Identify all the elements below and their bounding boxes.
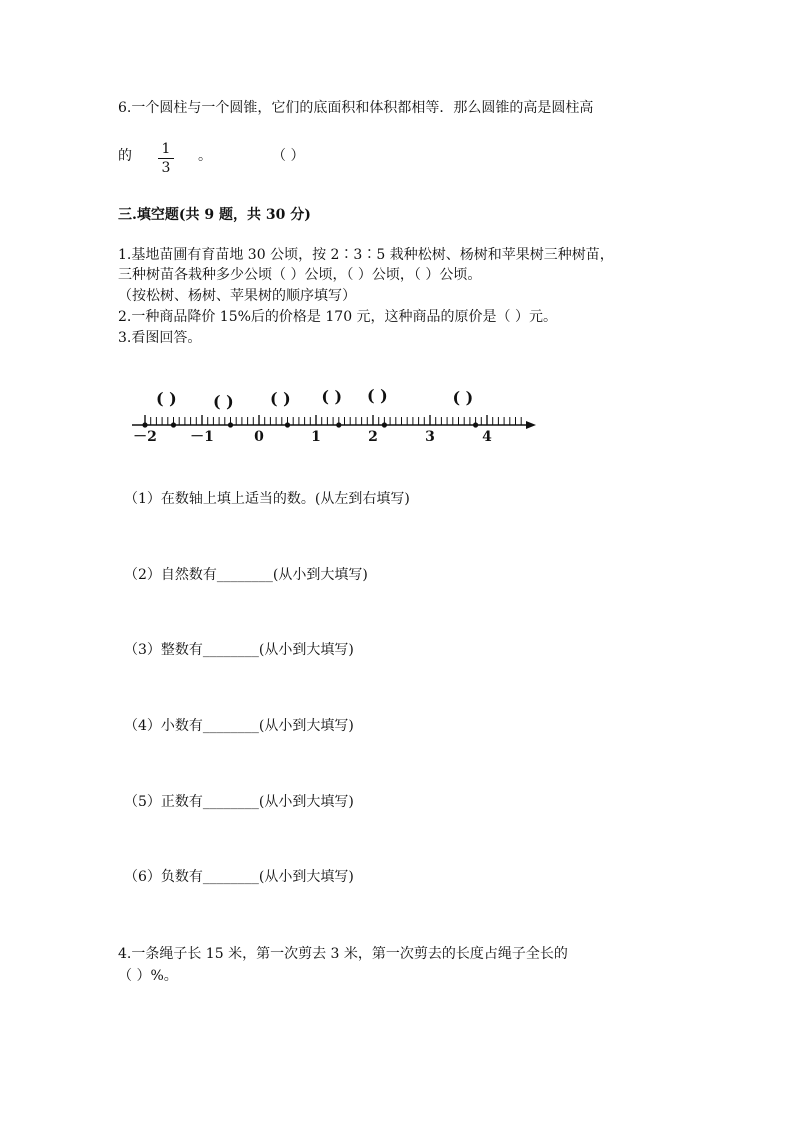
q6-line2-prefix: 的	[118, 148, 132, 164]
answer-paren: ( )	[213, 392, 234, 411]
answer-paren: ( )	[156, 389, 177, 408]
q6-line2-suffix: 。	[198, 148, 212, 164]
q1-line3: （按松树、杨树、苹果树的顺序填写）	[118, 288, 356, 304]
tick-label: 1	[311, 429, 321, 445]
tick-label: －1	[190, 429, 214, 445]
fraction-bar	[158, 158, 174, 159]
number-point	[382, 422, 387, 427]
number-point	[473, 422, 478, 427]
q3-sub5[interactable]: （5）正数有________(从小到大填写)	[124, 794, 354, 810]
number-point	[285, 422, 290, 427]
q1-line1: 1.基地苗圃有育苗地 30 公顷，按 2∶3∶5 栽种松树、杨树和苹果树三种树苗，	[118, 247, 614, 263]
answer-paren: ( )	[452, 388, 474, 407]
axis-arrow-icon	[526, 421, 536, 429]
section-heading: 三.填空题(共 9 题，共 30 分)	[118, 207, 311, 223]
fraction-one-third	[158, 141, 174, 176]
number-line-figure	[110, 380, 550, 450]
q3-sub2[interactable]: （2）自然数有________(从小到大填写)	[124, 567, 368, 583]
q3-sub1: （1）在数轴上填上适当的数。(从左到右填写)	[124, 491, 410, 507]
q6-answer-paren[interactable]: （ ）	[272, 148, 305, 164]
q3-sub3[interactable]: （3）整数有________(从小到大填写)	[124, 642, 354, 658]
q3-sub6[interactable]: （6）负数有________(从小到大填写)	[124, 869, 354, 885]
answer-paren: ( )	[366, 386, 388, 405]
tick-label: 3	[425, 429, 435, 445]
answer-paren: ( )	[270, 389, 291, 408]
q2-line1[interactable]: 2.一种商品降价 15%后的价格是 170 元，这种商品的原价是（ ）元。	[118, 309, 557, 325]
answer-paren: ( )	[321, 387, 343, 406]
tick-label: 4	[482, 429, 492, 445]
q3-line1: 3.看图回答。	[118, 330, 202, 346]
number-point	[142, 422, 147, 427]
q3-sub4[interactable]: （4）小数有________(从小到大填写)	[124, 718, 354, 734]
q1-line2[interactable]: 三种树苗各栽种多少公顷（ ）公顷，（ ）公顷，（ ）公顷。	[118, 267, 482, 283]
number-point	[171, 422, 176, 427]
tick-label: 2	[368, 429, 378, 445]
number-point	[336, 422, 341, 427]
q4-line2[interactable]: （ ）%。	[118, 968, 178, 984]
tick-label: 0	[254, 429, 264, 445]
q4-line1: 4.一条绳子长 15 米，第一次剪去 3 米，第一次剪去的长度占绳子全长的	[118, 946, 568, 962]
fraction-denominator: 3	[161, 160, 171, 176]
tick-label: －2	[133, 429, 157, 445]
number-point	[228, 422, 233, 427]
q6-line1: 6.一个圆柱与一个圆锥，它们的底面积和体积都相等．那么圆锥的高是圆柱高	[118, 100, 594, 116]
fraction-numerator: 1	[161, 141, 171, 157]
